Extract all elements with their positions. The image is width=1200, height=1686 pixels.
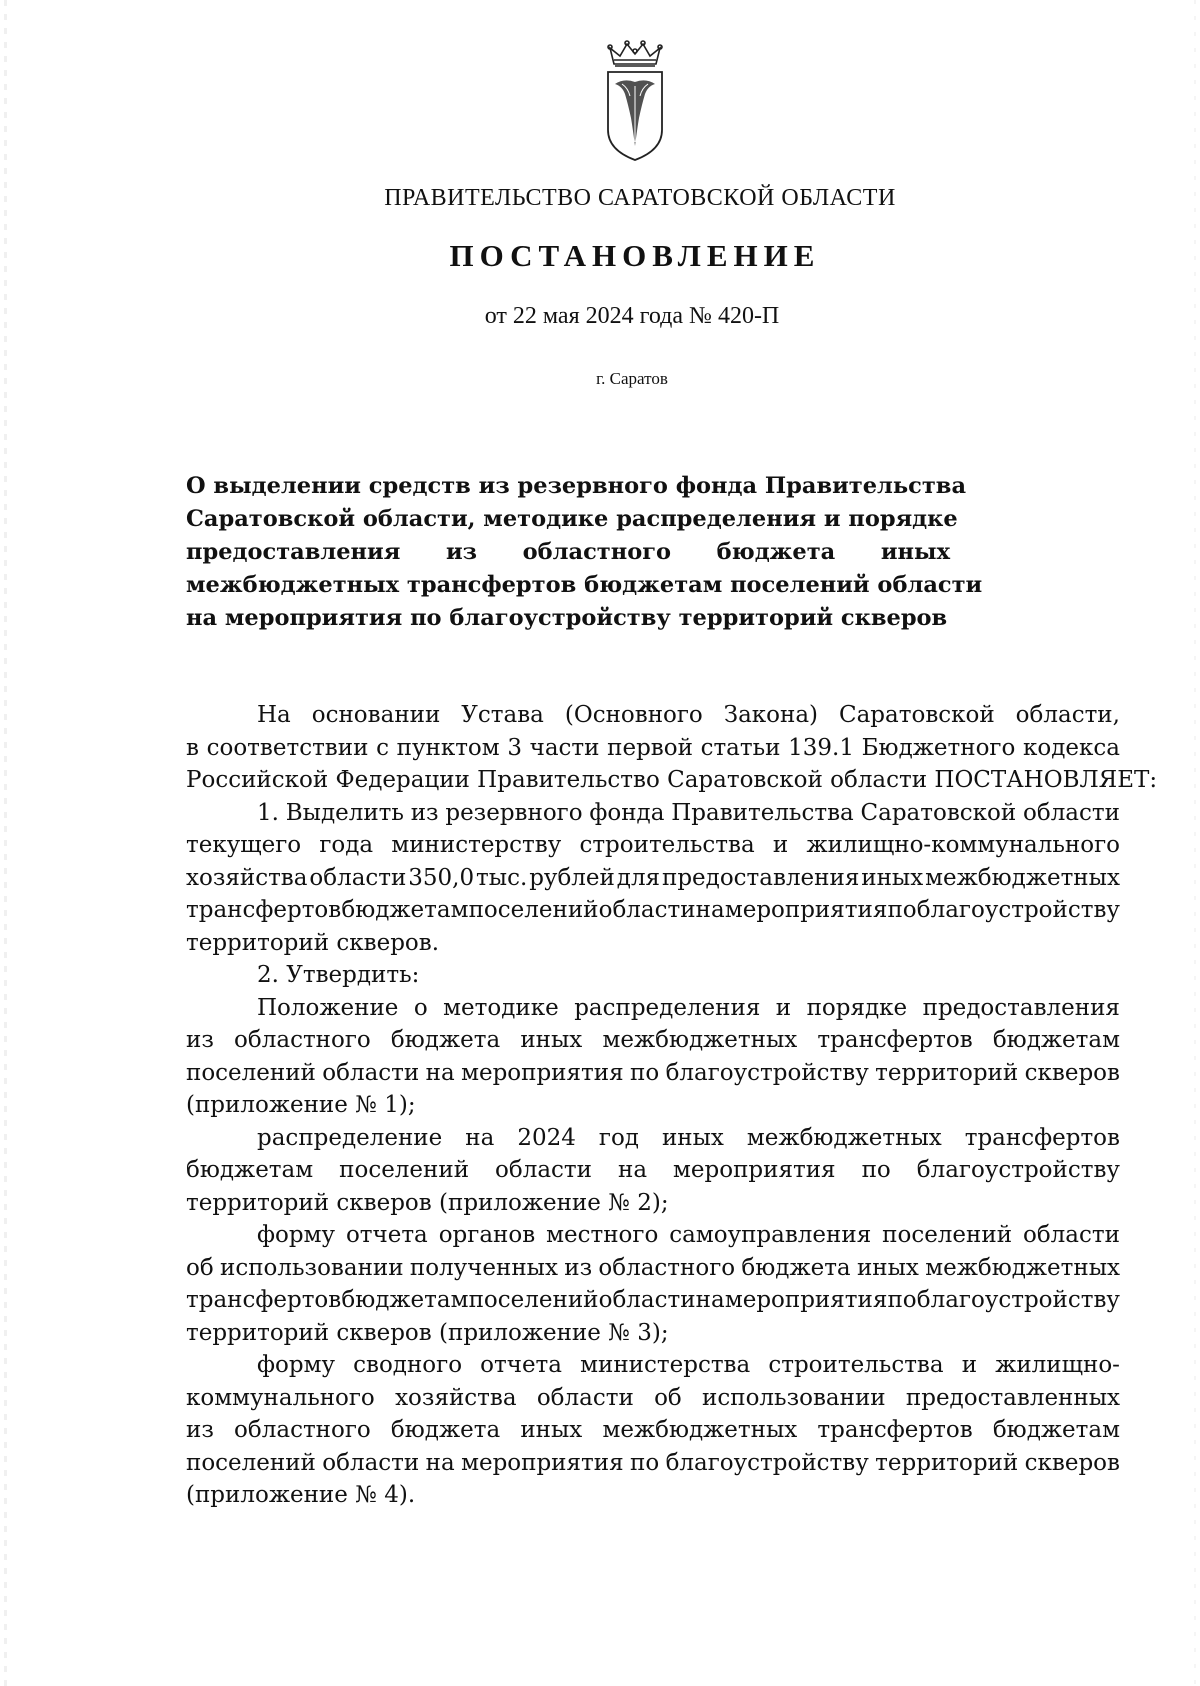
body-word: жилищно-коммунального bbox=[806, 832, 1120, 858]
body-word: благоустройству bbox=[665, 1449, 869, 1476]
body-word: коммунального bbox=[186, 1384, 375, 1411]
body-word: для bbox=[616, 864, 661, 891]
body-word: иных bbox=[520, 1417, 583, 1443]
body-line bbox=[186, 732, 1120, 765]
body-word: трансфертов bbox=[817, 1027, 973, 1053]
body-word: с bbox=[376, 734, 389, 761]
body-word: на bbox=[695, 1287, 725, 1313]
body-word: органов bbox=[438, 1222, 536, 1248]
body-word: сводного bbox=[353, 1352, 463, 1378]
title-word: областного bbox=[522, 539, 671, 565]
title-line: на мероприятия по благоустройству территорий скверов bbox=[186, 605, 948, 631]
body-word: трансфертов bbox=[817, 1417, 973, 1443]
body-word: форму bbox=[257, 1222, 335, 1248]
body-word: бюджетам bbox=[341, 1287, 469, 1313]
body-word: скверов bbox=[1024, 1449, 1120, 1476]
body-word: межбюджетных bbox=[602, 1417, 798, 1443]
body-word: в bbox=[186, 734, 199, 761]
body-word: министерству bbox=[391, 832, 562, 858]
body-word: предоставления bbox=[662, 864, 860, 891]
body-word: использовании bbox=[702, 1384, 886, 1411]
body-word: статьи bbox=[700, 734, 781, 761]
body-word: об bbox=[186, 1254, 214, 1281]
body-word: области, bbox=[1015, 702, 1120, 728]
body-line: (приложение № 4). bbox=[186, 1482, 416, 1508]
body-word: по bbox=[629, 1059, 660, 1086]
body-word: распределения bbox=[574, 994, 761, 1021]
body-word: местного bbox=[546, 1222, 659, 1248]
title-word: из bbox=[445, 539, 478, 565]
body-word: бюджетам bbox=[992, 1027, 1120, 1053]
body-word: из bbox=[564, 1254, 593, 1281]
title-word: иных bbox=[880, 539, 950, 565]
body-word: бюджетам bbox=[992, 1417, 1120, 1443]
body-word: фонда bbox=[589, 799, 665, 826]
body-word: поселений bbox=[468, 1287, 599, 1313]
document-city: г. Саратов bbox=[596, 369, 668, 388]
body-word: бюджетам bbox=[186, 1157, 314, 1183]
body-word: области bbox=[1023, 799, 1120, 826]
body-word: самоуправления bbox=[669, 1222, 872, 1248]
body-word: предоставления bbox=[922, 994, 1120, 1021]
body-line bbox=[186, 1382, 1120, 1415]
body-word: скверов bbox=[1024, 1059, 1120, 1086]
body-word: благоустройству bbox=[916, 1157, 1120, 1183]
body-word: Закона) bbox=[723, 702, 819, 728]
title-line: Саратовской области, методике распределения и порядке bbox=[186, 506, 958, 532]
body-word: по bbox=[861, 1157, 891, 1183]
body-word: на bbox=[425, 1059, 455, 1086]
body-word: Выделить bbox=[285, 799, 404, 826]
body-line bbox=[186, 1024, 1120, 1057]
body-word: На bbox=[257, 702, 291, 728]
body-word: отчета bbox=[345, 1222, 428, 1248]
body-word: по bbox=[887, 897, 917, 923]
body-word: части bbox=[529, 734, 600, 761]
body-word: мероприятия bbox=[461, 1449, 624, 1476]
body-word: пунктом bbox=[396, 734, 500, 761]
body-line bbox=[186, 862, 1120, 895]
body-word: бюджета bbox=[390, 1027, 501, 1053]
body-word: из bbox=[410, 799, 439, 826]
body-word: мероприятия bbox=[724, 1287, 888, 1313]
body-word: области bbox=[322, 1059, 420, 1086]
document-body bbox=[186, 699, 1158, 1512]
body-word: жилищно- bbox=[995, 1352, 1120, 1378]
body-line: (приложение № 1); bbox=[186, 1092, 416, 1118]
body-word: поселений bbox=[186, 1059, 316, 1086]
document-title bbox=[186, 470, 983, 635]
body-word: области bbox=[536, 1384, 634, 1411]
body-line bbox=[186, 1252, 1120, 1285]
body-word: Положение bbox=[257, 994, 399, 1021]
body-word: из bbox=[186, 1027, 214, 1053]
body-line bbox=[186, 992, 1120, 1025]
title-word: предоставления bbox=[186, 539, 401, 565]
body-line bbox=[186, 1447, 1120, 1480]
government-name: ПРАВИТЕЛЬСТВО САРАТОВСКОЙ ОБЛАСТИ bbox=[384, 185, 896, 211]
body-line bbox=[186, 894, 1120, 927]
body-word: распределение bbox=[257, 1124, 443, 1151]
body-word: год bbox=[598, 1124, 639, 1151]
body-word: межбюджетных bbox=[746, 1124, 942, 1151]
body-word: на bbox=[695, 897, 725, 923]
body-word: бюджета bbox=[741, 1254, 851, 1281]
body-word: поселений bbox=[339, 1157, 470, 1183]
body-word: иных bbox=[661, 1124, 724, 1151]
body-word: 139.1 bbox=[788, 734, 854, 761]
body-word: на bbox=[465, 1124, 495, 1151]
title-line bbox=[186, 536, 950, 569]
body-word: соответствии bbox=[206, 734, 369, 761]
title-line: межбюджетных трансфертов бюджетам поселений области bbox=[186, 572, 983, 598]
body-word: на bbox=[425, 1449, 455, 1476]
body-word: резервного bbox=[445, 799, 583, 826]
body-word: Бюджетного bbox=[861, 734, 1016, 761]
body-word: рублей bbox=[529, 864, 615, 891]
body-word: форму bbox=[257, 1352, 335, 1378]
body-word: 350,0 bbox=[408, 864, 475, 891]
body-word: поселений bbox=[186, 1449, 316, 1476]
body-line bbox=[186, 1219, 1120, 1252]
body-line bbox=[186, 699, 1120, 732]
body-word: территорий bbox=[875, 1449, 1019, 1476]
body-word: Правительства bbox=[671, 799, 854, 826]
body-word: мероприятия bbox=[724, 897, 888, 923]
body-word: мероприятия bbox=[461, 1059, 624, 1086]
body-word: строительства bbox=[768, 1352, 944, 1378]
body-word: бюджетам bbox=[341, 897, 469, 923]
body-word: хозяйства bbox=[395, 1384, 517, 1411]
body-word: порядке bbox=[806, 994, 908, 1021]
title-line: О выделении средств из резервного фонда Правительства bbox=[186, 473, 967, 499]
body-word: территорий bbox=[875, 1059, 1019, 1086]
body-word: и bbox=[775, 994, 792, 1021]
body-line bbox=[186, 1122, 1120, 1155]
body-line: территорий скверов. bbox=[186, 929, 440, 956]
body-word: из bbox=[186, 1417, 214, 1443]
body-line: 2. Утвердить: bbox=[257, 962, 420, 988]
body-word: поселений bbox=[882, 1222, 1013, 1248]
body-word: областного bbox=[234, 1027, 371, 1053]
body-word: методике bbox=[443, 994, 559, 1021]
body-line bbox=[186, 829, 1120, 862]
body-word: текущего bbox=[186, 832, 302, 858]
body-word: межбюджетных bbox=[925, 864, 1120, 891]
body-word: 3 bbox=[507, 734, 522, 761]
body-word: (Основного bbox=[564, 702, 703, 728]
document-type: ПОСТАНОВЛЕНИЕ bbox=[449, 238, 821, 273]
body-word: областного bbox=[234, 1417, 371, 1443]
body-word: межбюджетных bbox=[925, 1254, 1120, 1281]
document-date-number: от 22 мая 2024 года № 420-П bbox=[484, 303, 780, 329]
body-word: областного bbox=[598, 1254, 736, 1281]
body-line bbox=[186, 1414, 1120, 1447]
body-line: территорий скверов (приложение № 2); bbox=[186, 1189, 669, 1216]
body-line bbox=[186, 1349, 1120, 1382]
body-word: трансфертов bbox=[964, 1124, 1120, 1151]
body-word: трансфертов bbox=[186, 897, 342, 923]
body-word: 1. bbox=[257, 799, 279, 826]
body-word: области bbox=[495, 1157, 592, 1183]
body-line bbox=[186, 797, 1120, 830]
body-word: иных bbox=[861, 864, 924, 891]
body-word: Саратовской bbox=[839, 702, 995, 728]
body-word: благоустройству bbox=[665, 1059, 869, 1086]
body-word: благоустройству bbox=[916, 1287, 1120, 1313]
body-word: межбюджетных bbox=[602, 1027, 798, 1053]
body-word: кодекса bbox=[1022, 734, 1120, 761]
body-word: поселений bbox=[468, 897, 599, 923]
body-word: Устава bbox=[461, 702, 544, 728]
body-word: первой bbox=[607, 734, 693, 761]
body-word: Саратовской bbox=[860, 799, 1017, 826]
body-word: использовании bbox=[220, 1254, 404, 1281]
body-word: иных bbox=[520, 1027, 583, 1053]
body-word: области bbox=[1022, 1222, 1120, 1248]
body-line: территорий скверов (приложение № 3); bbox=[186, 1319, 669, 1346]
body-word: иных bbox=[856, 1254, 919, 1281]
body-word: о bbox=[413, 994, 428, 1021]
body-word: области bbox=[322, 1449, 420, 1476]
body-word: полученных bbox=[409, 1254, 558, 1281]
body-word: бюджета bbox=[390, 1417, 501, 1443]
body-line bbox=[186, 1284, 1120, 1317]
body-word: 2024 bbox=[517, 1124, 576, 1151]
body-word: года bbox=[319, 832, 374, 858]
coat-of-arms-emblem bbox=[600, 38, 670, 162]
body-word: по bbox=[629, 1449, 660, 1476]
body-word: и bbox=[772, 832, 789, 858]
body-line bbox=[186, 1154, 1120, 1187]
body-word: мероприятия bbox=[673, 1157, 836, 1183]
body-word: на bbox=[617, 1157, 648, 1183]
title-word: бюджета bbox=[716, 539, 836, 565]
body-word: хозяйства bbox=[186, 864, 308, 891]
body-word: области bbox=[309, 864, 407, 891]
body-word: об bbox=[654, 1384, 682, 1411]
body-word: основании bbox=[311, 702, 441, 728]
body-word: и bbox=[961, 1352, 978, 1378]
body-word: строительства bbox=[579, 832, 755, 858]
body-word: по bbox=[887, 1287, 917, 1313]
body-line bbox=[186, 1057, 1120, 1090]
body-word: министерства bbox=[580, 1352, 751, 1378]
body-line: Российской Федерации Правительство Саратовской области ПОСТАНОВЛЯЕТ: bbox=[186, 767, 1158, 793]
body-word: отчета bbox=[480, 1352, 562, 1378]
body-word: трансфертов bbox=[186, 1287, 342, 1313]
body-word: благоустройству bbox=[916, 897, 1120, 923]
body-word: предоставленных bbox=[905, 1384, 1120, 1411]
body-word: области bbox=[598, 1287, 696, 1313]
body-word: области bbox=[598, 897, 696, 923]
body-word: тыс. bbox=[476, 864, 528, 891]
